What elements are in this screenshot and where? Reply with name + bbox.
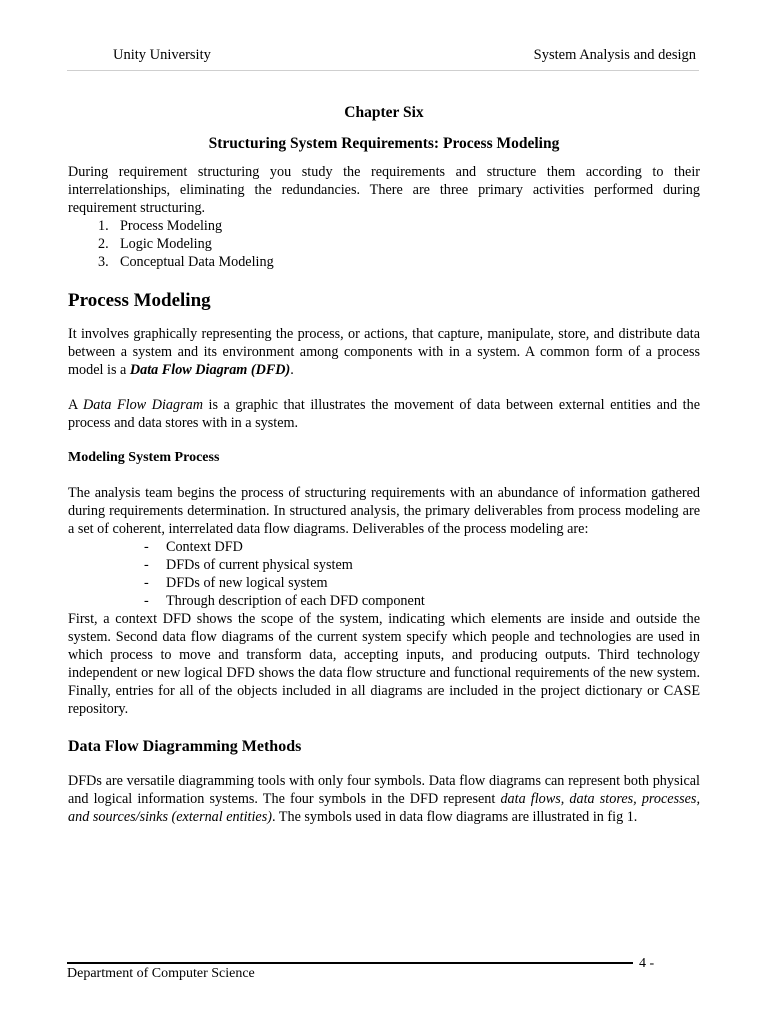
- intro-paragraph: During requirement structuring you study the requirements and structure them according to their interrelationships, eliminating the redundancies. There are three primary activities performed during requirement structuring.: [68, 164, 700, 216]
- list-item: [68, 253, 700, 271]
- paragraph-text: is a graphic that illustrates the movement of data between external entities and the process and data stores with in a system.: [68, 397, 700, 431]
- paragraph-text: It involves graphically representing the process, or actions, that capture, manipulate, store, and distribute data between a system and its environment among components with in a system. A common form of a process model is a: [68, 326, 700, 378]
- section-heading-dfd-methods: Data Flow Diagramming Methods: [68, 738, 302, 755]
- paragraph-text: A: [68, 397, 84, 413]
- chapter-title: Structuring System Requirements: Process Modeling: [208, 135, 560, 152]
- page-header: [67, 44, 699, 71]
- list-text: Context DFD: [166, 539, 243, 555]
- page-number: 4 -: [639, 956, 655, 971]
- paragraph-text: DFDs are versatile diagramming tools with only four symbols. Data flow diagrams can represent both physical and logical information systems. The four symbols in the DFD represent: [68, 773, 700, 807]
- list-text: DFDs of new logical system: [166, 575, 328, 591]
- list-text: DFDs of current physical system: [166, 557, 353, 573]
- list-text: Process Modeling: [120, 218, 223, 234]
- chapter-label: Chapter Six: [344, 104, 424, 121]
- paragraph-text: .: [290, 362, 294, 378]
- list-dash: -: [144, 575, 149, 591]
- activities-list: [68, 217, 700, 271]
- list-number: 1.: [98, 218, 109, 234]
- dfd-term: Data Flow Diagram: [83, 397, 203, 413]
- modeling-system-process-paragraph: The analysis team begins the process of structuring requirements with an abundance of information gathered during requirements determination. In structured analysis, the primary deliverables from process modeling are a set of coherent, interrelated data flow diagrams. Deliverables of the process modeling are:: [68, 485, 700, 537]
- footer-divider: [67, 962, 633, 964]
- dfd-definition-paragraph: [68, 396, 700, 432]
- list-number: 3.: [98, 254, 109, 270]
- list-number: 2.: [98, 236, 109, 252]
- dfd-symbols-emphasis: data flows, data stores, processes, and sources/sinks (external entities): [68, 791, 700, 825]
- header-course: System Analysis and design: [533, 47, 696, 63]
- list-item: [68, 235, 700, 253]
- footer-department: Department of Computer Science: [67, 966, 255, 981]
- list-dash: -: [144, 539, 149, 555]
- list-dash: -: [144, 593, 149, 609]
- list-text: Conceptual Data Modeling: [120, 254, 274, 270]
- list-text: Logic Modeling: [120, 236, 212, 252]
- list-dash: -: [144, 557, 149, 573]
- header-university: Unity University: [113, 47, 211, 63]
- section-heading-modeling-system-process: Modeling System Process: [68, 450, 220, 465]
- list-item: [68, 592, 700, 610]
- list-text: Through description of each DFD component: [166, 593, 425, 609]
- list-item: [68, 217, 700, 235]
- section-heading-process-modeling: Process Modeling: [68, 290, 211, 311]
- list-item: [68, 574, 700, 592]
- dfd-emphasis: Data Flow Diagram (DFD): [129, 362, 291, 378]
- deliverables-list: [68, 538, 700, 610]
- process-modeling-paragraph: [68, 325, 700, 379]
- dfd-methods-paragraph: [68, 772, 700, 826]
- document-body: [68, 104, 700, 826]
- list-item: [68, 556, 700, 574]
- context-dfd-paragraph: First, a context DFD shows the scope of the system, indicating which elements are inside and outside the system. Second data flow diagrams of the current system specify which people and technologies are used in which process to move and transform data, accepting inputs, and producing outputs. Third technology independent or new logical DFD shows the data flow structure and functional requirements of the new system. Finally, entries for all of the objects included in all diagrams are included in the project dictionary or CASE repository.: [68, 611, 700, 717]
- paragraph-text: . The symbols used in data flow diagrams are illustrated in fig 1.: [271, 809, 638, 825]
- list-item: [68, 538, 700, 556]
